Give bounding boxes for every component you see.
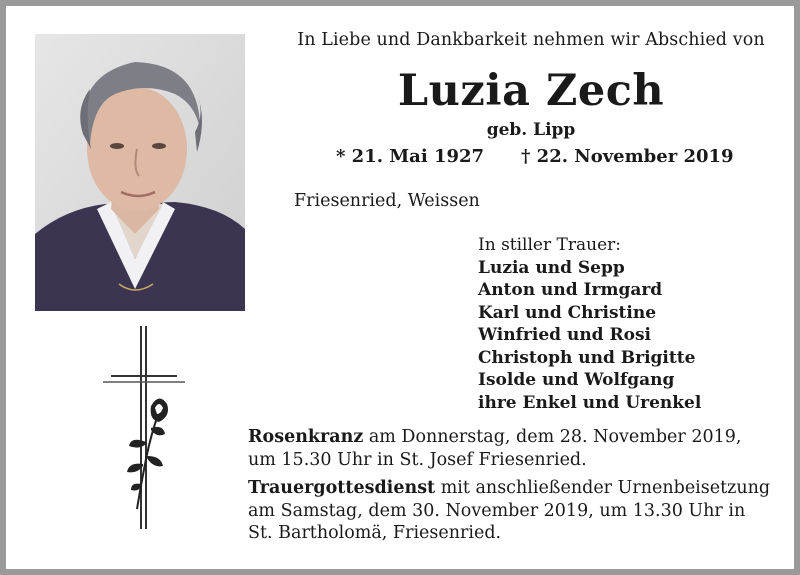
deceased-name: Luzia Zech — [397, 66, 665, 116]
funeral-line3: St. Bartholomä, Friesenried. — [248, 523, 502, 543]
rosary-notice — [248, 426, 773, 471]
mourner: Anton und Irmgard — [478, 280, 663, 300]
hometown: Friesenried, Weissen — [294, 191, 480, 211]
mourner: ihre Enkel und Urenkel — [478, 392, 702, 413]
portrait-photo — [35, 34, 245, 311]
mourner: Luzia und Sepp — [478, 257, 625, 278]
funeral-label: Trauergottesdienst — [248, 478, 436, 498]
birth-date: * 21. Mai 1927 — [336, 146, 485, 167]
mourner: Christoph und Brigitte — [478, 347, 696, 368]
mourner: Isolde und Wolfgang — [478, 370, 675, 390]
rosary-line2: um 15.30 Uhr in St. Josef Friesenried. — [248, 449, 587, 470]
mourners-list — [478, 234, 701, 414]
intro-text: In Liebe und Dankbarkeit nehmen wir Abschied von — [297, 30, 765, 50]
death-date: † 22. November 2019 — [521, 146, 734, 167]
mourner: Karl und Christine — [478, 302, 657, 323]
rosary-line1: am Donnerstag, dem 28. November 2019, — [363, 427, 742, 447]
funeral-line2: am Samstag, dem 30. November 2019, um 13.30 Uhr in — [248, 500, 746, 521]
service-notice — [248, 426, 773, 551]
obituary-card — [6, 6, 794, 569]
mourners-heading: In stiller Trauer: — [478, 235, 621, 255]
funeral-notice — [248, 477, 773, 545]
funeral-line1: mit anschließender Urnenbeisetzung — [435, 478, 771, 498]
rosary-label: Rosenkranz — [248, 427, 364, 447]
birth-name: geb. Lipp — [486, 120, 576, 140]
cross-with-rose-icon — [101, 324, 191, 543]
mourner: Winfried und Rosi — [478, 325, 651, 345]
